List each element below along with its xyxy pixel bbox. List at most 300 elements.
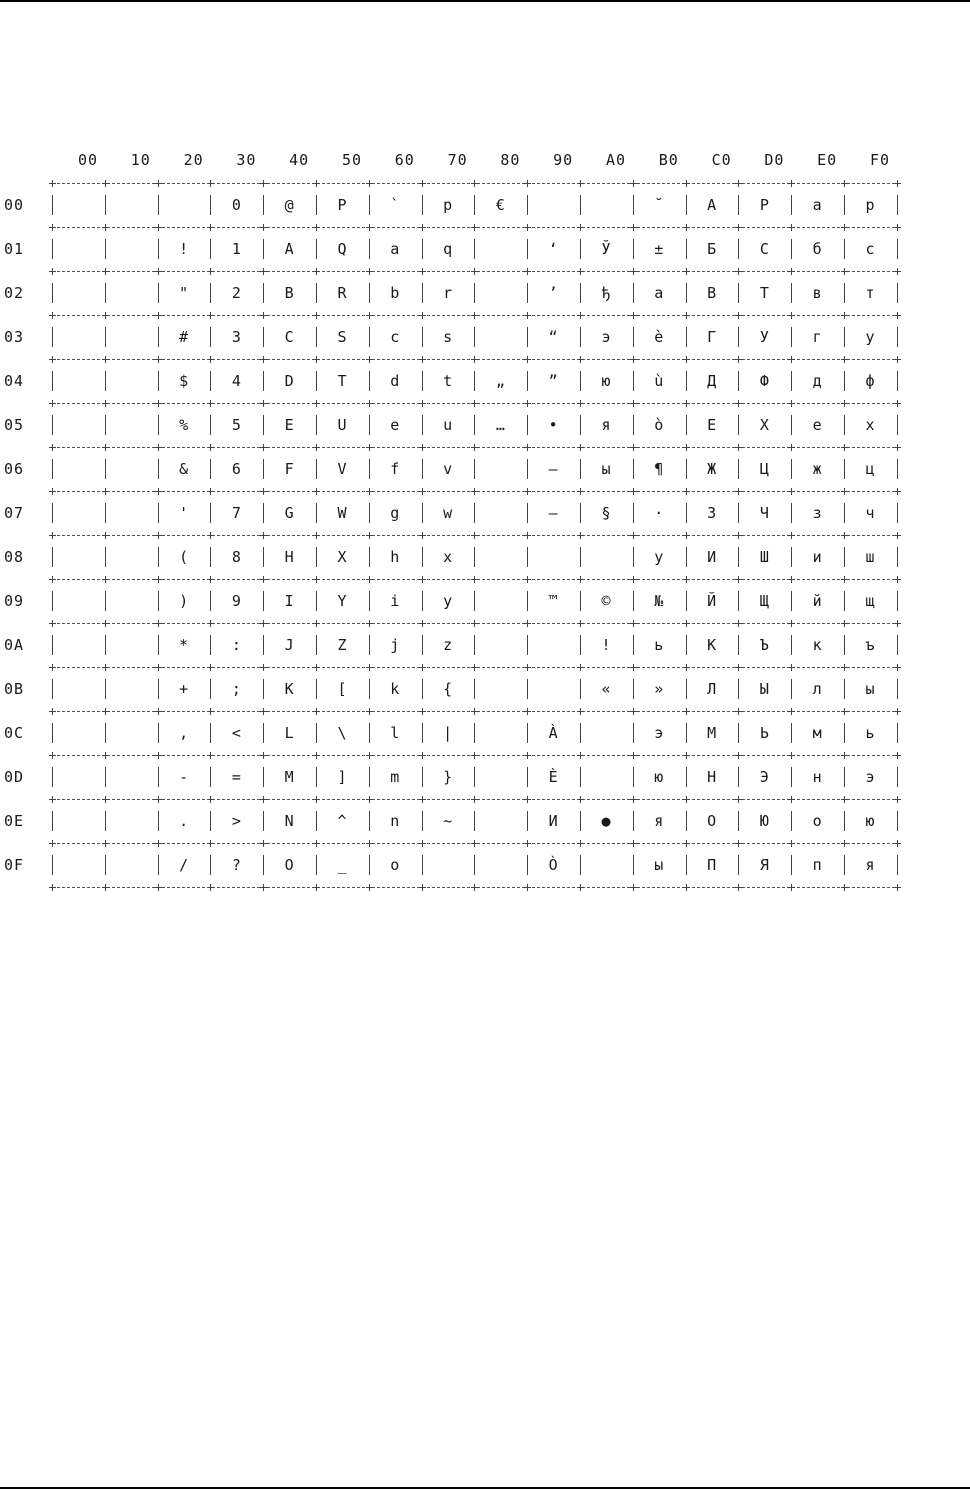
grid-cross bbox=[577, 312, 584, 319]
grid-bar bbox=[580, 547, 581, 567]
grid-bar bbox=[105, 855, 106, 875]
grid-bar bbox=[474, 591, 475, 611]
table-cell: % bbox=[179, 416, 189, 434]
grid-bar bbox=[844, 327, 845, 347]
grid-cross bbox=[207, 708, 214, 715]
table-cell: ы bbox=[654, 856, 664, 874]
grid-cross bbox=[841, 444, 848, 451]
grid-bar bbox=[52, 459, 53, 479]
table-cell: À bbox=[548, 724, 558, 742]
grid-cross bbox=[735, 620, 742, 627]
grid-cross bbox=[260, 532, 267, 539]
grid-cross bbox=[49, 752, 56, 759]
grid-cross bbox=[841, 180, 848, 187]
table-cell: С bbox=[759, 240, 769, 258]
grid-cross bbox=[313, 752, 320, 759]
table-cell: G bbox=[284, 504, 294, 522]
grid-bar bbox=[686, 503, 687, 523]
column-header: 80 bbox=[500, 151, 521, 169]
table-cell bbox=[109, 415, 153, 435]
table-cell: k bbox=[390, 680, 400, 698]
grid-bar bbox=[369, 679, 370, 699]
row-header: 07 bbox=[4, 504, 25, 522]
grid-bar bbox=[422, 679, 423, 699]
grid-bar bbox=[474, 415, 475, 435]
table-cell: № bbox=[654, 592, 664, 610]
grid-cross bbox=[788, 532, 795, 539]
grid-cross bbox=[524, 488, 531, 495]
grid-cross bbox=[419, 620, 426, 627]
grid-cross bbox=[524, 180, 531, 187]
table-cell: Ò bbox=[548, 856, 558, 874]
grid-cross bbox=[524, 268, 531, 275]
grid-cross bbox=[894, 884, 901, 891]
grid-cross bbox=[735, 268, 742, 275]
grid-cross bbox=[524, 796, 531, 803]
table-cell: P bbox=[337, 196, 347, 214]
table-cell: Ў bbox=[601, 240, 611, 258]
grid-cross bbox=[366, 708, 373, 715]
table-cell bbox=[56, 855, 100, 875]
row-header: 0E bbox=[4, 812, 25, 830]
grid-bar bbox=[474, 239, 475, 259]
row-header: 05 bbox=[4, 416, 25, 434]
grid-cross bbox=[524, 400, 531, 407]
grid-bar bbox=[422, 195, 423, 215]
grid-cross bbox=[683, 796, 690, 803]
grid-bar bbox=[474, 283, 475, 303]
table-cell: в bbox=[812, 284, 822, 302]
grid-bar bbox=[474, 503, 475, 523]
grid-cross bbox=[49, 796, 56, 803]
table-cell: М bbox=[707, 724, 717, 742]
grid-cross bbox=[471, 400, 478, 407]
grid-cross bbox=[524, 620, 531, 627]
grid-cross bbox=[260, 840, 267, 847]
column-header: 30 bbox=[236, 151, 257, 169]
grid-cross bbox=[577, 268, 584, 275]
bottom-rule bbox=[0, 1487, 970, 1489]
grid-cross bbox=[207, 620, 214, 627]
grid-bar bbox=[791, 283, 792, 303]
table-cell: j bbox=[390, 636, 400, 654]
grid-cross bbox=[260, 664, 267, 671]
grid-bar bbox=[422, 811, 423, 831]
grid-bar bbox=[580, 855, 581, 875]
grid-bar bbox=[105, 195, 106, 215]
table-cell bbox=[478, 679, 522, 699]
grid-bar bbox=[580, 459, 581, 479]
grid-bar bbox=[210, 591, 211, 611]
grid-cross bbox=[366, 840, 373, 847]
table-cell: 6 bbox=[231, 460, 241, 478]
grid-cross bbox=[155, 884, 162, 891]
grid-bar bbox=[686, 371, 687, 391]
grid-bar bbox=[158, 591, 159, 611]
table-cell: э bbox=[654, 724, 664, 742]
grid-bar bbox=[105, 415, 106, 435]
grid-cross bbox=[419, 752, 426, 759]
grid-cross bbox=[577, 752, 584, 759]
grid-bar bbox=[844, 679, 845, 699]
grid-cross bbox=[260, 224, 267, 231]
table-cell: x bbox=[443, 548, 453, 566]
grid-bar bbox=[527, 635, 528, 655]
grid-bar bbox=[52, 327, 53, 347]
grid-bar bbox=[158, 767, 159, 787]
table-cell: ! bbox=[601, 636, 611, 654]
table-cell: T bbox=[337, 372, 347, 390]
grid-cross bbox=[155, 840, 162, 847]
grid-bar bbox=[686, 459, 687, 479]
table-cell: K bbox=[284, 680, 294, 698]
table-cell: о bbox=[812, 812, 822, 830]
row-header: 04 bbox=[4, 372, 25, 390]
grid-bar bbox=[527, 195, 528, 215]
grid-cross bbox=[419, 576, 426, 583]
grid-cross bbox=[471, 840, 478, 847]
grid-bar bbox=[158, 503, 159, 523]
grid-cross bbox=[683, 224, 690, 231]
table-cell: S bbox=[337, 328, 347, 346]
grid-cross bbox=[630, 708, 637, 715]
grid-cross bbox=[735, 180, 742, 187]
grid-bar bbox=[210, 855, 211, 875]
table-cell: е bbox=[812, 416, 822, 434]
grid-cross bbox=[366, 444, 373, 451]
table-cell bbox=[56, 591, 100, 611]
grid-bar bbox=[316, 635, 317, 655]
grid-bar bbox=[316, 811, 317, 831]
grid-cross bbox=[683, 708, 690, 715]
grid-cross bbox=[735, 664, 742, 671]
table-cell: Ф bbox=[759, 372, 769, 390]
table-cell: @ bbox=[284, 196, 294, 214]
grid-cross bbox=[49, 620, 56, 627]
grid-bar bbox=[527, 239, 528, 259]
grid-cross bbox=[841, 224, 848, 231]
grid-cross bbox=[471, 356, 478, 363]
grid-bar bbox=[527, 723, 528, 743]
grid-bar bbox=[422, 635, 423, 655]
grid-cross bbox=[471, 752, 478, 759]
grid-bar bbox=[686, 327, 687, 347]
grid-bar bbox=[580, 635, 581, 655]
grid-cross bbox=[207, 268, 214, 275]
table-cell: „ bbox=[495, 372, 505, 390]
row-header: 0C bbox=[4, 724, 25, 742]
grid-cross bbox=[102, 664, 109, 671]
grid-bar bbox=[210, 283, 211, 303]
table-cell: Щ bbox=[759, 592, 769, 610]
grid-bar bbox=[52, 503, 53, 523]
grid-bar bbox=[263, 635, 264, 655]
grid-cross bbox=[630, 884, 637, 891]
table-cell: — bbox=[548, 504, 558, 522]
grid-bar bbox=[844, 195, 845, 215]
grid-cross bbox=[841, 576, 848, 583]
table-cell: Ы bbox=[759, 680, 769, 698]
grid-cross bbox=[419, 356, 426, 363]
grid-cross bbox=[366, 400, 373, 407]
table-cell bbox=[56, 635, 100, 655]
grid-bar bbox=[791, 239, 792, 259]
grid-bar bbox=[263, 591, 264, 611]
column-header: A0 bbox=[605, 151, 627, 169]
grid-bar bbox=[369, 459, 370, 479]
column-header: 60 bbox=[394, 151, 415, 169]
grid-bar bbox=[738, 327, 739, 347]
grid-bar bbox=[263, 503, 264, 523]
grid-cross bbox=[155, 400, 162, 407]
table-cell: ò bbox=[654, 416, 664, 434]
table-cell: б bbox=[812, 240, 822, 258]
grid-cross bbox=[577, 224, 584, 231]
grid-cross bbox=[366, 356, 373, 363]
grid-bar bbox=[158, 283, 159, 303]
grid-cross bbox=[524, 356, 531, 363]
grid-cross bbox=[49, 840, 56, 847]
table-cell bbox=[109, 811, 153, 831]
grid-cross bbox=[207, 884, 214, 891]
grid-bar bbox=[897, 371, 898, 391]
grid-bar bbox=[686, 811, 687, 831]
grid-bar bbox=[158, 371, 159, 391]
grid-cross bbox=[630, 840, 637, 847]
grid-cross bbox=[630, 576, 637, 583]
row-header: 06 bbox=[4, 460, 25, 478]
grid-cross bbox=[102, 224, 109, 231]
grid-bar bbox=[158, 855, 159, 875]
grid-cross bbox=[735, 840, 742, 847]
table-cell: A bbox=[284, 240, 294, 258]
table-cell bbox=[109, 855, 153, 875]
grid-bar bbox=[897, 811, 898, 831]
table-cell: Х bbox=[759, 416, 769, 434]
grid-cross bbox=[735, 488, 742, 495]
table-cell: 2 bbox=[231, 284, 241, 302]
table-cell: t bbox=[443, 372, 453, 390]
table-cell: Y bbox=[337, 592, 347, 610]
table-cell: я bbox=[601, 416, 611, 434]
grid-cross bbox=[841, 796, 848, 803]
table-cell: т bbox=[865, 284, 875, 302]
table-cell: X bbox=[337, 548, 347, 566]
grid-cross bbox=[788, 884, 795, 891]
grid-cross bbox=[419, 180, 426, 187]
grid-cross bbox=[102, 840, 109, 847]
grid-cross bbox=[471, 708, 478, 715]
grid-bar bbox=[422, 283, 423, 303]
grid-cross bbox=[577, 664, 584, 671]
grid-cross bbox=[313, 268, 320, 275]
grid-bar bbox=[52, 371, 53, 391]
grid-cross bbox=[577, 708, 584, 715]
grid-bar bbox=[633, 679, 634, 699]
grid-bar bbox=[844, 371, 845, 391]
grid-cross bbox=[630, 664, 637, 671]
grid-bar bbox=[580, 591, 581, 611]
grid-cross bbox=[102, 620, 109, 627]
grid-cross bbox=[894, 840, 901, 847]
grid-cross bbox=[630, 400, 637, 407]
grid-bar bbox=[897, 503, 898, 523]
grid-cross bbox=[155, 444, 162, 451]
grid-cross bbox=[419, 840, 426, 847]
grid-bar bbox=[263, 723, 264, 743]
grid-cross bbox=[155, 356, 162, 363]
grid-bar bbox=[210, 723, 211, 743]
grid-bar bbox=[422, 767, 423, 787]
row-header: 01 bbox=[4, 240, 25, 258]
grid-bar bbox=[422, 239, 423, 259]
grid-bar bbox=[738, 459, 739, 479]
grid-bar bbox=[580, 415, 581, 435]
column-header: 10 bbox=[130, 151, 151, 169]
grid-bar bbox=[897, 767, 898, 787]
grid-bar bbox=[738, 547, 739, 567]
grid-cross bbox=[419, 488, 426, 495]
grid-bar bbox=[105, 547, 106, 567]
grid-cross bbox=[207, 532, 214, 539]
table-cell: b bbox=[390, 284, 400, 302]
table-cell: _ bbox=[337, 856, 347, 874]
grid-bar bbox=[263, 855, 264, 875]
grid-cross bbox=[49, 268, 56, 275]
grid-cross bbox=[207, 488, 214, 495]
grid-cross bbox=[683, 312, 690, 319]
grid-bar bbox=[633, 371, 634, 391]
table-cell: ● bbox=[601, 812, 611, 830]
table-cell: ! bbox=[179, 240, 189, 258]
table-cell: ю bbox=[601, 372, 611, 390]
table-cell: ш bbox=[865, 548, 875, 566]
table-cell: х bbox=[865, 416, 875, 434]
grid-cross bbox=[630, 224, 637, 231]
table-cell: < bbox=[231, 724, 241, 742]
grid-bar bbox=[474, 195, 475, 215]
table-cell bbox=[478, 283, 522, 303]
grid-bar bbox=[791, 415, 792, 435]
grid-cross bbox=[260, 752, 267, 759]
grid-cross bbox=[788, 488, 795, 495]
table-cell: с bbox=[865, 240, 875, 258]
table-cell: Н bbox=[707, 768, 717, 786]
grid-cross bbox=[735, 532, 742, 539]
grid-cross bbox=[524, 752, 531, 759]
grid-cross bbox=[313, 488, 320, 495]
table-cell: ¶ bbox=[654, 460, 664, 478]
grid-bar bbox=[474, 327, 475, 347]
table-cell bbox=[109, 591, 153, 611]
grid-cross bbox=[313, 796, 320, 803]
grid-bar bbox=[316, 239, 317, 259]
grid-cross bbox=[788, 576, 795, 583]
row-header: 02 bbox=[4, 284, 25, 302]
grid-bar bbox=[527, 811, 528, 831]
grid-bar bbox=[738, 723, 739, 743]
grid-cross bbox=[788, 708, 795, 715]
grid-cross bbox=[260, 356, 267, 363]
grid-cross bbox=[155, 268, 162, 275]
grid-cross bbox=[683, 444, 690, 451]
table-cell bbox=[584, 855, 628, 875]
grid-bar bbox=[527, 459, 528, 479]
row-header: 0D bbox=[4, 768, 25, 786]
table-cell: м bbox=[812, 724, 822, 742]
table-cell: i bbox=[390, 592, 400, 610]
table-cell bbox=[584, 195, 628, 215]
grid-cross bbox=[313, 224, 320, 231]
table-cell: a bbox=[390, 240, 400, 258]
table-cell: è bbox=[654, 328, 664, 346]
grid-cross bbox=[841, 400, 848, 407]
table-cell: Я bbox=[759, 856, 769, 874]
grid-cross bbox=[577, 796, 584, 803]
grid-bar bbox=[158, 547, 159, 567]
table-cell bbox=[109, 459, 153, 479]
grid-bar bbox=[316, 459, 317, 479]
table-cell: W bbox=[337, 504, 347, 522]
grid-bar bbox=[263, 459, 264, 479]
table-cell: З bbox=[707, 504, 717, 522]
grid-bar bbox=[474, 679, 475, 699]
table-cell: ~ bbox=[443, 812, 453, 830]
table-cell: й bbox=[812, 592, 822, 610]
grid-cross bbox=[260, 444, 267, 451]
table-cell: § bbox=[601, 504, 611, 522]
table-cell: © bbox=[601, 592, 611, 610]
table-cell: r bbox=[443, 284, 453, 302]
grid-cross bbox=[683, 840, 690, 847]
grid-cross bbox=[155, 532, 162, 539]
grid-bar bbox=[897, 723, 898, 743]
table-cell: * bbox=[179, 636, 189, 654]
grid-bar bbox=[316, 415, 317, 435]
grid-bar bbox=[369, 591, 370, 611]
grid-bar bbox=[263, 811, 264, 831]
grid-bar bbox=[686, 283, 687, 303]
grid-bar bbox=[474, 459, 475, 479]
grid-bar bbox=[897, 635, 898, 655]
grid-cross bbox=[841, 884, 848, 891]
grid-cross bbox=[207, 840, 214, 847]
row-header: 0B bbox=[4, 680, 25, 698]
table-cell: щ bbox=[865, 592, 875, 610]
grid-cross bbox=[155, 488, 162, 495]
grid-bar bbox=[897, 855, 898, 875]
grid-cross bbox=[630, 752, 637, 759]
grid-cross bbox=[366, 224, 373, 231]
grid-bar bbox=[633, 547, 634, 567]
grid-cross bbox=[735, 356, 742, 363]
table-cell: к bbox=[812, 636, 822, 654]
table-cell: ( bbox=[179, 548, 189, 566]
table-cell: J bbox=[284, 636, 294, 654]
grid-cross bbox=[419, 796, 426, 803]
column-header: 90 bbox=[553, 151, 574, 169]
grid-bar bbox=[580, 283, 581, 303]
table-cell bbox=[109, 195, 153, 215]
table-cell: [ bbox=[337, 680, 347, 698]
grid-cross bbox=[102, 312, 109, 319]
grid-cross bbox=[207, 576, 214, 583]
grid-cross bbox=[577, 620, 584, 627]
grid-bar bbox=[686, 591, 687, 611]
grid-bar bbox=[527, 679, 528, 699]
grid-bar bbox=[527, 327, 528, 347]
table-cell bbox=[56, 459, 100, 479]
